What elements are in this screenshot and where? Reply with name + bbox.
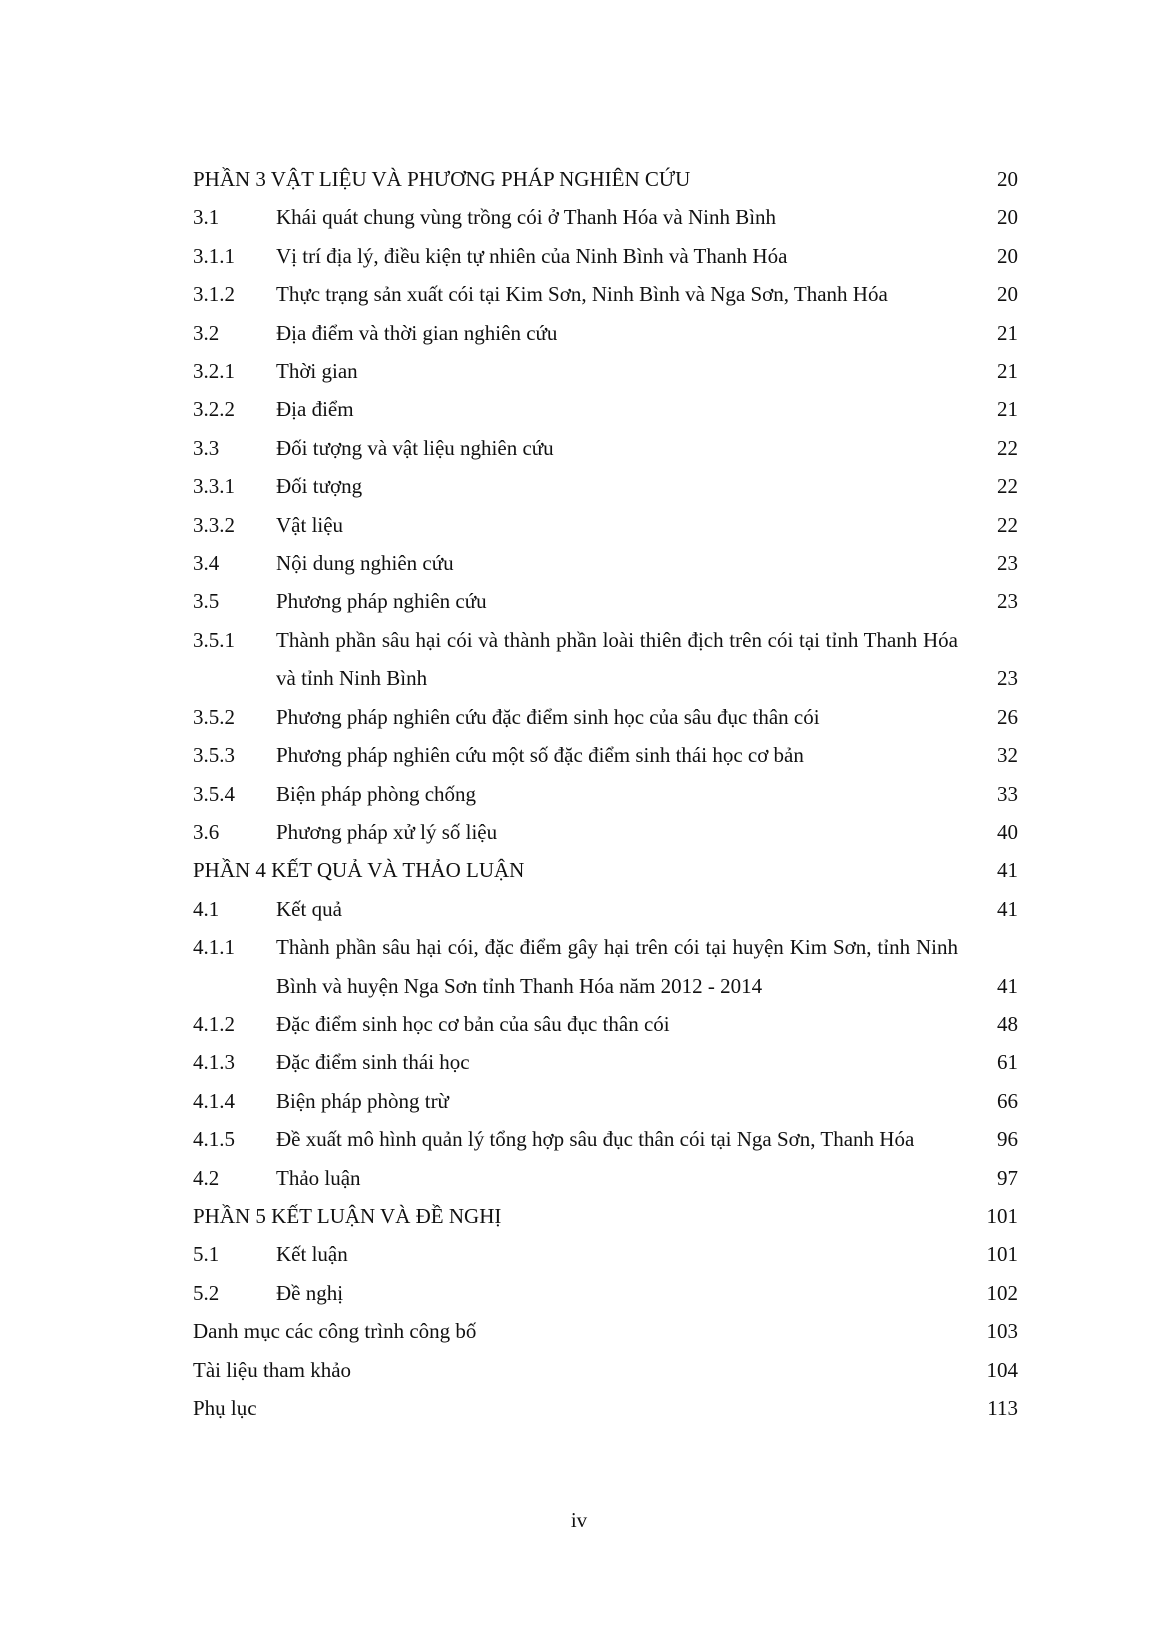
toc-entry-number: 3.1	[193, 205, 220, 230]
toc-entry-title: Phương pháp xử lý số liệu	[276, 819, 498, 844]
toc-entry-title: Phụ lục	[193, 1396, 257, 1420]
toc-entry-title: Tài liệu tham khảo	[193, 1357, 352, 1382]
toc-entry-title: Đối tượng	[276, 474, 363, 499]
toc-entry-title: Nội dung nghiên cứu	[276, 551, 454, 576]
toc-entry	[193, 352, 1018, 390]
toc-entry-page: 20	[997, 167, 1018, 191]
toc-entry	[193, 1043, 1018, 1081]
toc-entry	[193, 506, 1018, 544]
toc-entry-page: 48	[997, 1011, 1018, 1036]
toc-entry-number: 4.1.2	[193, 1011, 235, 1036]
toc-entry-page: 40	[997, 819, 1018, 844]
toc-entry-title: PHẦN 5 KẾT LUẬN VÀ ĐỀ NGHỊ	[193, 1203, 502, 1228]
toc-entry-number: 3.5.2	[193, 704, 235, 729]
toc-entry	[193, 1005, 1018, 1043]
toc-entry-title: Thảo luận	[276, 1165, 361, 1190]
toc-entry	[193, 928, 1018, 1005]
toc-entry	[193, 467, 1018, 505]
toc-entry-number: 3.5.3	[193, 743, 235, 768]
toc-entry-page: 41	[997, 973, 1018, 998]
toc-entry	[193, 813, 1018, 851]
toc-entry-page: 101	[986, 1242, 1018, 1267]
toc-entry	[193, 1235, 1018, 1273]
toc-entry	[193, 1274, 1018, 1312]
toc-entry-page: 104	[986, 1357, 1018, 1382]
toc-entry-number: 3.5	[193, 589, 220, 614]
toc-entry-page: 23	[997, 666, 1018, 691]
toc-entry-title: Địa điểm	[276, 397, 354, 422]
toc-entry-page: 113	[987, 1396, 1018, 1420]
toc-entry	[193, 851, 1018, 889]
toc-entry	[193, 314, 1018, 352]
toc-entry-title: Thành phần sâu hại cói và thành phần loài thiên địch trên cói tại tỉnh Thanh Hóa và tỉnh Ninh Bình	[276, 627, 958, 691]
toc-entry-number: 3.3.2	[193, 512, 235, 537]
toc-entry-title: Đề xuất mô hình quản lý tổng hợp sâu đục thân cói tại Nga Sơn, Thanh Hóa	[276, 1127, 915, 1152]
toc-entry	[193, 544, 1018, 582]
toc-entry	[193, 621, 1018, 698]
toc-entry-page: 23	[997, 589, 1018, 614]
toc-entry	[193, 198, 1018, 236]
toc-entry-title: Kết luận	[276, 1242, 348, 1267]
toc-entry-page: 22	[997, 474, 1018, 499]
toc-entry	[193, 698, 1018, 736]
toc-entry-page: 101	[986, 1203, 1018, 1228]
toc-entry-page: 20	[997, 282, 1018, 307]
toc-entry-number: 3.2.1	[193, 359, 235, 384]
toc-entry	[193, 736, 1018, 774]
toc-entry-page: 41	[997, 896, 1018, 921]
toc-entry-page: 61	[997, 1050, 1018, 1075]
toc-entry-number: 3.3.1	[193, 474, 235, 499]
toc-entry-page: 20	[997, 205, 1018, 230]
toc-entry-page: 21	[997, 320, 1018, 345]
toc-entry-page: 96	[997, 1127, 1018, 1152]
toc-entry-title: Thời gian	[276, 359, 358, 384]
toc-entry	[193, 1120, 1018, 1158]
toc-entry	[193, 775, 1018, 813]
toc-entry-title: Danh mục các công trình công bố	[193, 1319, 477, 1344]
toc-entry-number: 5.2	[193, 1280, 220, 1305]
toc-entry-title: Đề nghị	[276, 1280, 344, 1305]
toc-entry	[193, 160, 1018, 198]
toc-entry-number: 3.1.2	[193, 282, 235, 307]
toc-entry-title: Vị trí địa lý, điều kiện tự nhiên của Ninh Bình và Thanh Hóa	[276, 243, 788, 268]
toc-entry	[193, 1159, 1018, 1197]
toc-entry-number: 4.1.3	[193, 1050, 235, 1075]
toc-entry-page: 20	[997, 243, 1018, 268]
toc-entry-title: Thành phần sâu hại cói, đặc điểm gây hại trên cói tại huyện Kim Sơn, tỉnh Ninh Bình và huyện Nga Sơn tỉnh Thanh Hóa năm 2012 - 2014	[276, 935, 958, 998]
toc-entry-page: 22	[997, 435, 1018, 460]
toc-entry-page: 26	[997, 704, 1018, 729]
toc-entry-title: Biện pháp phòng trừ	[276, 1088, 449, 1113]
toc-entry-number: 3.6	[193, 819, 220, 844]
toc-entry	[193, 275, 1018, 313]
toc-entry-page: 22	[997, 512, 1018, 537]
toc-entry-title: Biện pháp phòng chống	[276, 781, 477, 806]
toc-entry-number: 4.1.1	[193, 935, 235, 960]
toc-entry-title: Đặc điểm sinh thái học	[276, 1050, 470, 1075]
toc-entry-title: Phương pháp nghiên cứu đặc điểm sinh học của sâu đục thân cói	[276, 704, 820, 729]
toc-entry-number: 3.2.2	[193, 397, 235, 422]
toc-entry-page: 103	[986, 1319, 1018, 1344]
toc-entry-number: 4.1.4	[193, 1088, 235, 1113]
toc-entry-page: 102	[986, 1280, 1018, 1305]
toc-entry	[193, 582, 1018, 620]
toc-entry	[193, 1312, 1018, 1350]
toc-entry-page: 32	[997, 743, 1018, 768]
toc-entry-page: 97	[997, 1165, 1018, 1190]
page-number: iv	[570, 1508, 588, 1532]
toc-entry-page: 23	[997, 551, 1018, 576]
toc-entry-number: 4.1.5	[193, 1127, 235, 1152]
toc-entry-title: Thực trạng sản xuất cói tại Kim Sơn, Ninh Bình và Nga Sơn, Thanh Hóa	[276, 282, 888, 307]
toc-entry-number: 3.1.1	[193, 243, 235, 268]
toc-entry-number: 5.1	[193, 1242, 220, 1267]
toc-entry-title: Kết quả	[276, 896, 342, 921]
toc-entry-page: 66	[997, 1088, 1018, 1113]
toc-entry-title: Phương pháp nghiên cứu một số đặc điểm sinh thái học cơ bản	[276, 743, 804, 768]
toc-entry-title: PHẦN 4 KẾT QUẢ VÀ THẢO LUẬN	[193, 858, 525, 883]
toc-entry-number: 3.3	[193, 435, 220, 460]
toc-entry-title: PHẦN 3 VẬT LIỆU VÀ PHƯƠNG PHÁP NGHIÊN CỨU	[193, 167, 691, 191]
toc-entry	[193, 1351, 1018, 1389]
toc-entry-number: 3.5.1	[193, 627, 235, 652]
toc-entry-page: 33	[997, 781, 1018, 806]
toc-entry	[193, 890, 1018, 928]
toc-entry	[193, 390, 1018, 428]
toc-entry-title: Khái quát chung vùng trồng cói ở Thanh Hóa và Ninh Bình	[276, 205, 777, 230]
table-of-contents	[193, 160, 1018, 1427]
toc-entry	[193, 1082, 1018, 1120]
toc-entry-number: 4.2	[193, 1165, 220, 1190]
toc-entry-title: Phương pháp nghiên cứu	[276, 589, 487, 614]
toc-entry-number: 3.4	[193, 551, 220, 576]
toc-entry	[193, 429, 1018, 467]
toc-entry-page: 21	[997, 359, 1018, 384]
toc-entry-title: Đặc điểm sinh học cơ bản của sâu đục thân cói	[276, 1011, 670, 1036]
toc-entry-title: Vật liệu	[276, 512, 344, 537]
toc-entry-page: 41	[997, 858, 1018, 883]
toc-entry-title: Địa điểm và thời gian nghiên cứu	[276, 320, 558, 345]
toc-entry	[193, 1197, 1018, 1235]
toc-entry-title: Đối tượng và vật liệu nghiên cứu	[276, 435, 554, 460]
toc-entry	[193, 1389, 1018, 1427]
toc-entry	[193, 237, 1018, 275]
toc-entry-page: 21	[997, 397, 1018, 422]
toc-entry-number: 3.5.4	[193, 781, 235, 806]
toc-entry-number: 4.1	[193, 896, 220, 921]
toc-entry-number: 3.2	[193, 320, 220, 345]
